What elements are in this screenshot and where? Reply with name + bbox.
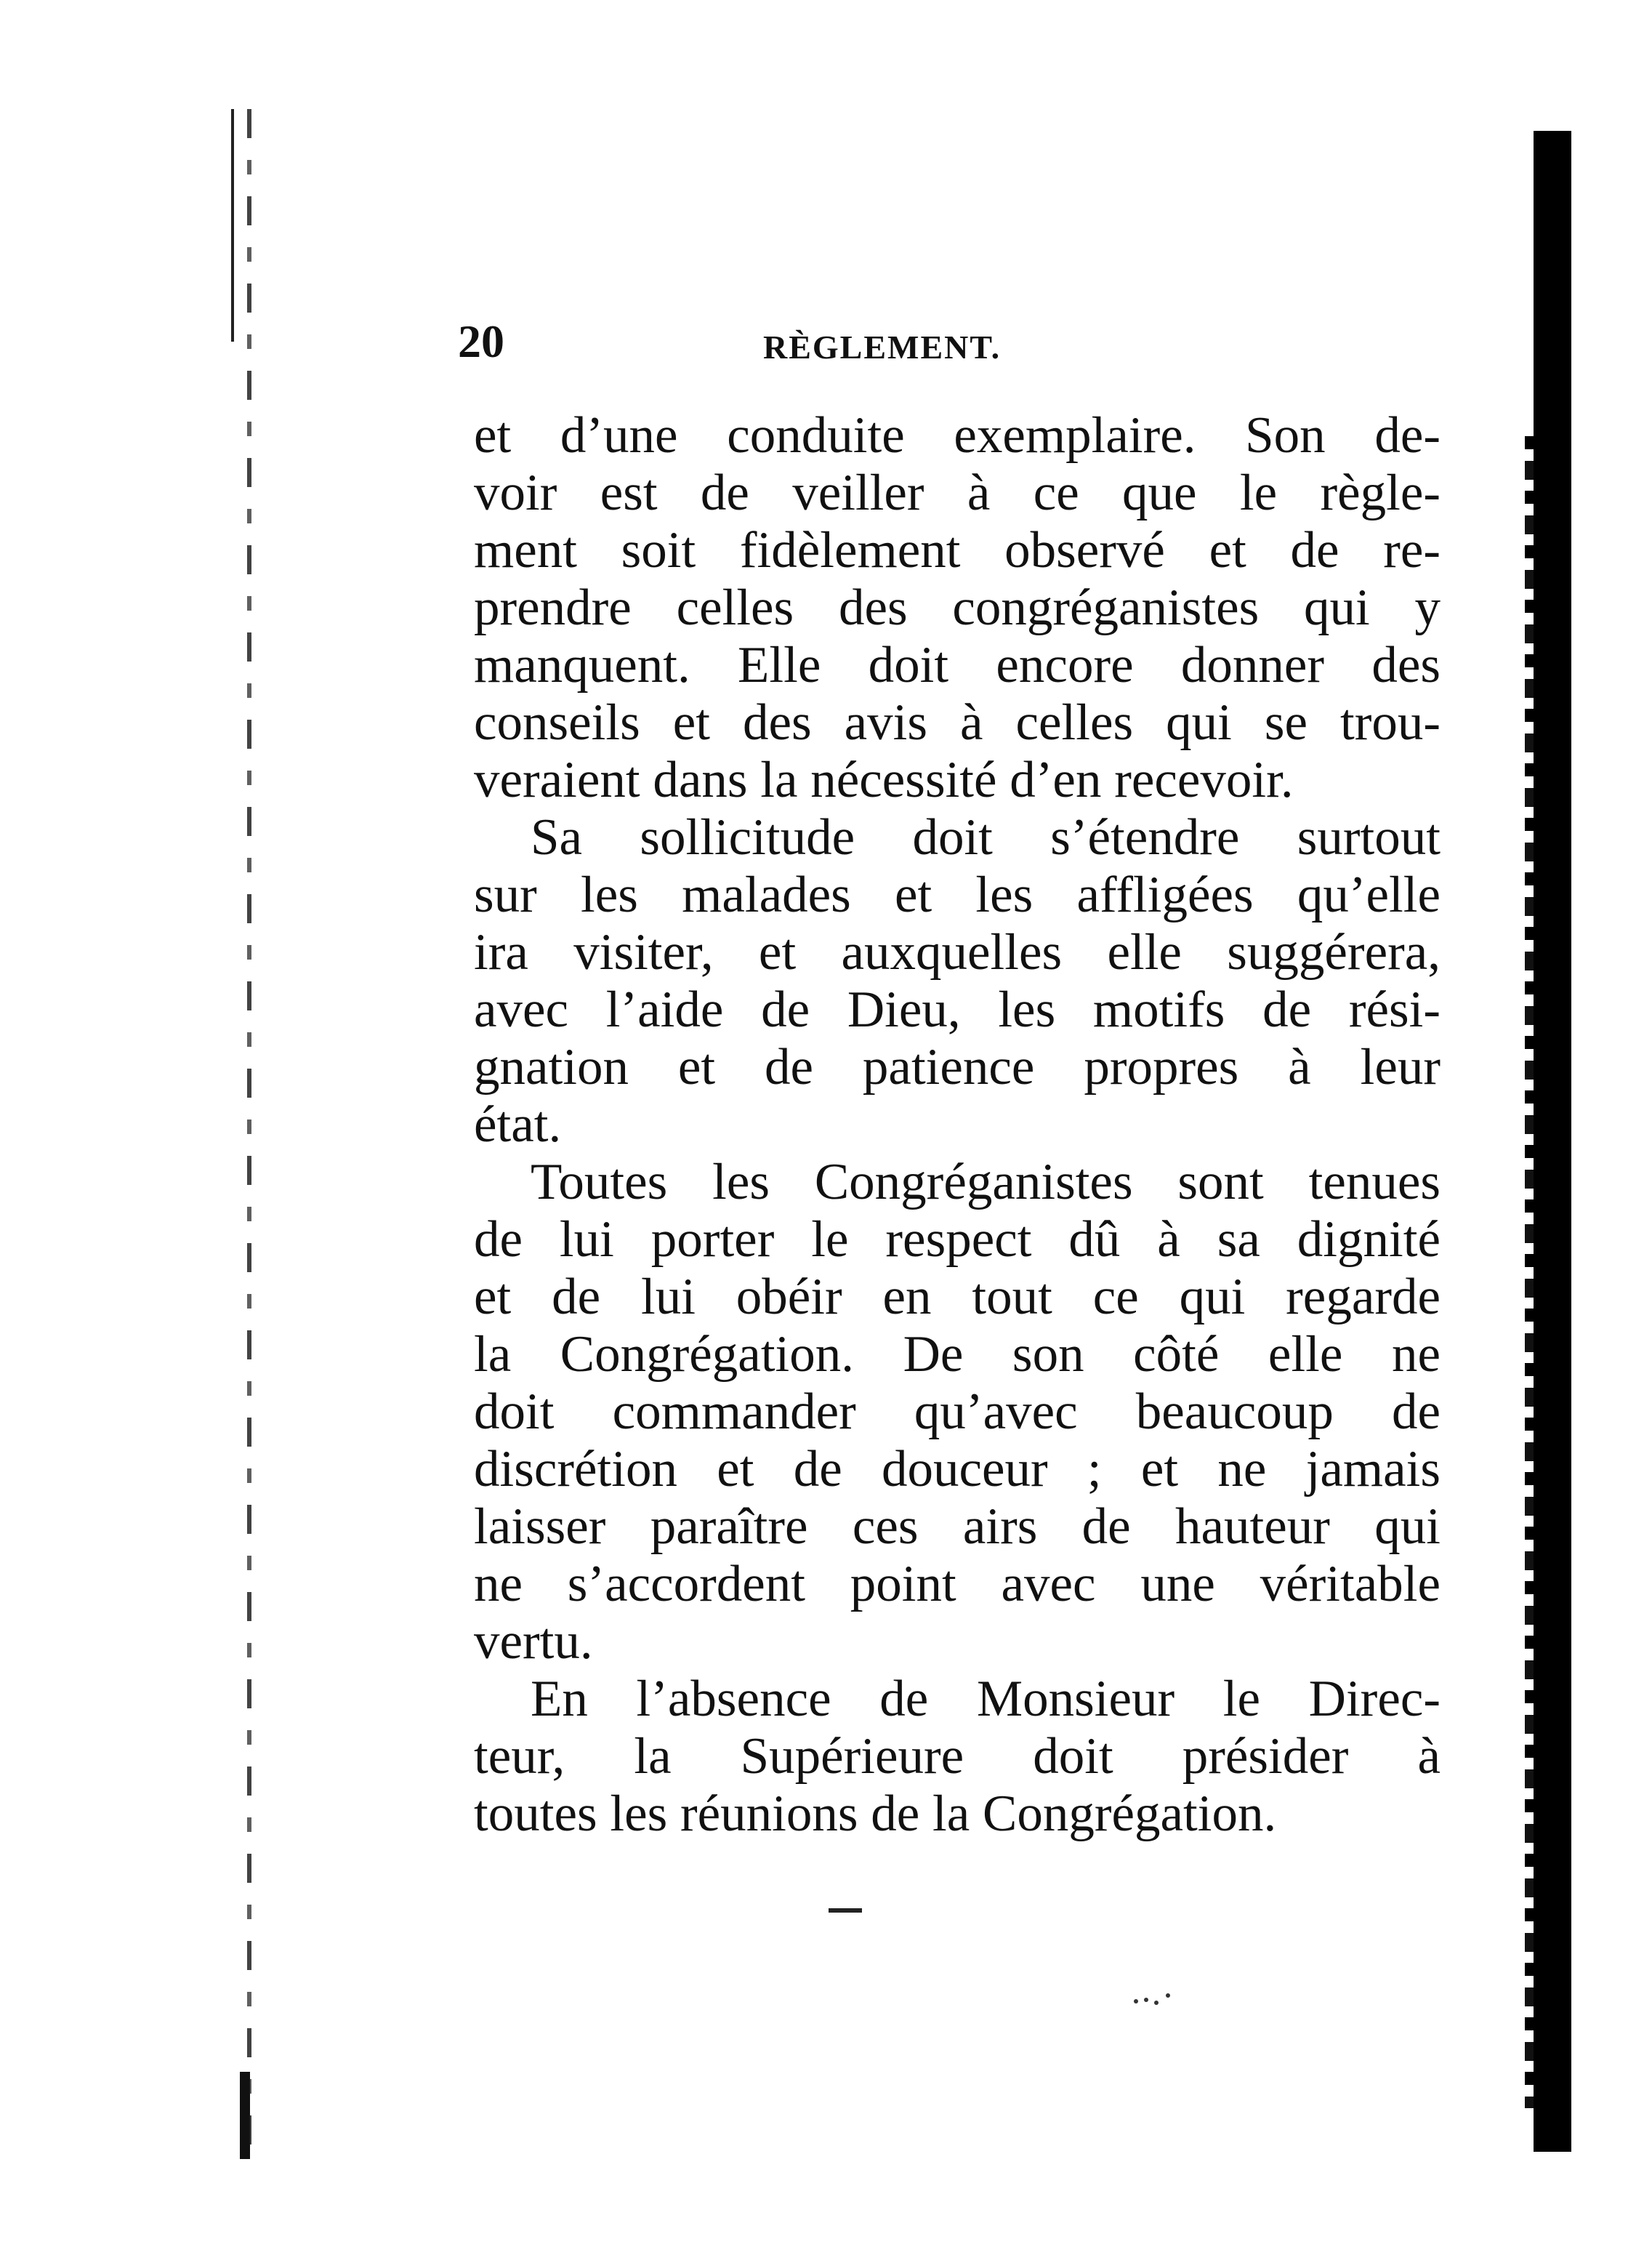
text-line: conseils et des avis à celles qui se trou- [474, 694, 1441, 751]
text-line: gnation et de patience propres à leur [474, 1039, 1441, 1096]
text-line: ira visiter, et auxquelles elle suggérera, [474, 924, 1441, 981]
binding-gutter [218, 109, 262, 2159]
text-line: avec l’aide de Dieu, les motifs de rési- [474, 981, 1441, 1038]
running-title: RÈGLEMENT. [763, 329, 1002, 366]
text-line: veraient dans la nécessité d’en recevoir. [474, 752, 1294, 808]
text-line: teur, la Supérieure doit présider à [474, 1728, 1441, 1785]
text-line: voir est de veiller à ce que le règle- [474, 465, 1441, 521]
text-line: état. [474, 1096, 562, 1153]
gutter-foot-mark [240, 2072, 250, 2159]
body-text [474, 407, 1441, 1843]
text-line: Sa sollicitude doit s’étendre surtout [531, 809, 1441, 866]
text-line: laisser paraître ces airs de hauteur qui [474, 1498, 1441, 1555]
gutter-mark [231, 109, 234, 342]
text-line: vertu. [474, 1613, 593, 1670]
text-line: toutes les réunions de la Congrégation. [474, 1785, 1277, 1842]
text-line: sur les malades et les affligées qu’elle [474, 867, 1441, 923]
text-line: doit commander qu’avec beaucoup de [474, 1383, 1441, 1440]
gutter-rule [247, 109, 251, 2159]
text-line: et de lui obéir en tout ce qui regarde [474, 1269, 1441, 1325]
page-number: 20 [458, 315, 504, 367]
text-line: prendre celles des congréganistes qui y [474, 579, 1441, 636]
text-line: discrétion et de douceur ; et ne jamais [474, 1441, 1441, 1498]
page-edge-shadow [1534, 131, 1571, 2152]
text-line: ment soit fidèlement observé et de re- [474, 522, 1441, 579]
text-line: la Congrégation. De son côté elle ne [474, 1326, 1441, 1383]
text-line: En l’absence de Monsieur le Direc- [531, 1671, 1441, 1727]
page-header [458, 305, 1475, 378]
text-line: et d’une conduite exemplaire. Son de- [474, 407, 1441, 464]
text-line: manquent. Elle doit encore donner des [474, 637, 1441, 694]
text-line: ne s’accordent point avec une véritable [474, 1556, 1441, 1612]
ornament-dash [829, 1908, 862, 1913]
text-line: Toutes les Congréganistes sont tenues [531, 1154, 1441, 1210]
text-line: de lui porter le respect dû à sa dignité [474, 1211, 1441, 1268]
ink-specks [1134, 1992, 1177, 2006]
